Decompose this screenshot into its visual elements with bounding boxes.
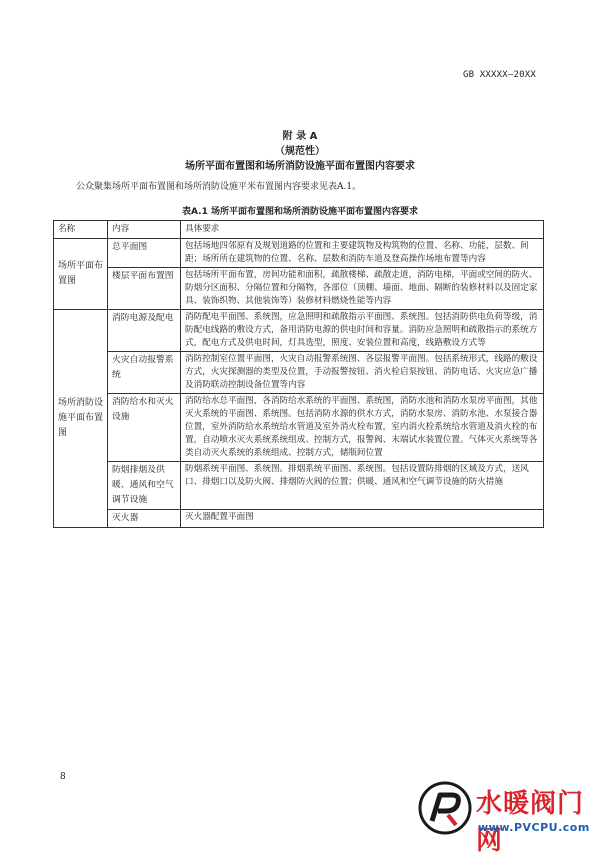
header-name: 名称 <box>54 221 108 239</box>
table-row <box>54 352 544 394</box>
appendix-title: 附 录 A <box>282 131 318 142</box>
item-cell: 防烟排烟及供暖、通风和空气调节设施 <box>108 462 181 510</box>
detail-cell: 消防控制室位置平面图，火灾自动报警系统图、各层报警平面图。包括系统形式，线路的敷设方式，火灾探测器的类型及位置，手动报警按钮、消火栓启泵按钮、消防电话、火灾应急广播及消防联动控制设备位置等内容 <box>181 352 544 394</box>
category-cell: 场所平面布置图 <box>54 239 108 310</box>
table-row <box>54 239 544 268</box>
standard-code: GB XXXXX—20XX <box>462 70 536 80</box>
detail-cell: 消防给水总平面图，各消防给水系统的平面图、系统图，消防水池和消防水泵房平面图，其他灭火系统的平面图、系统图。包括消防水源的供水方式，消防水泵房、消防水池、水泵接合器位置，室外消防给水系统给水管道及室外消火栓布置，室内消火栓系统给水管道及消火栓的布置，自动喷水灭火系统系统组成、控制方式，报警阀、末端试水装置位置。气体灭火系统等各类自动灭火系统的系统组成、控制方式，储瓶间位置 <box>181 394 544 462</box>
requirements-table <box>53 220 544 528</box>
detail-cell: 防烟系统平面图、系统图。排烟系统平面图、系统图。包括设置防排烟的区域及方式，送风口、排烟口以及防火阀、排烟防火阀的位置；供暖、通风和空气调节设施的防火措施 <box>181 462 544 510</box>
item-cell: 总平面图 <box>108 239 181 268</box>
detail-cell: 包括场地四邻原有及规划道路的位置和主要建筑物及构筑物的位置、名称、功能，层数、间距；场所所在建筑物的位置、名称、层数和消防车道及登高操作场地布置等内容 <box>181 239 544 268</box>
pipe-logo-icon <box>418 781 472 835</box>
table-header-row <box>54 221 544 239</box>
site-watermark <box>412 777 596 856</box>
page-number: 8 <box>60 772 66 782</box>
header-requirements: 具体要求 <box>181 221 544 239</box>
item-cell: 楼层平面布置图 <box>108 268 181 310</box>
table-row <box>54 462 544 510</box>
detail-cell: 消防配电平面图、系统图，应急照明和疏散指示平面图、系统图。包括消防供电负荷等级，消防配电线路的敷设方式，备用消防电源的供电时间和容量。消防应急照明和疏散指示的系统方式，配电方式及供电时间，灯具选型，照度、安装位置和高度，线路敷设方式等 <box>181 310 544 352</box>
header-content: 内容 <box>108 221 181 239</box>
intro-paragraph: 公众聚集场所平面布置图和场所消防设施平米布置图内容要求见表A.1。 <box>76 182 362 192</box>
appendix-normative: （规范性） <box>275 146 325 157</box>
item-cell: 灭火器 <box>108 510 181 528</box>
watermark-site-url: www.PVCPU.com <box>478 821 590 834</box>
table-row <box>54 394 544 462</box>
table-row <box>54 268 544 310</box>
table-caption: 表A.1 场所平面布置图和场所消防设施平面布置图内容要求 <box>182 207 418 217</box>
item-cell: 消防电源及配电 <box>108 310 181 352</box>
appendix-heading: 场所平面布置图和场所消防设施平面布置图内容要求 <box>185 161 415 172</box>
detail-cell: 灭火器配置平面图 <box>181 510 544 528</box>
item-cell: 消防给水和灭火设施 <box>108 394 181 462</box>
watermark-site-name: 水暖阀门网 <box>476 789 585 856</box>
table-row <box>54 310 544 352</box>
table-row <box>54 510 544 528</box>
detail-cell: 包括场所平面布置，房间功能和面积，疏散楼梯、疏散走道，消防电梯，平面或空间的防火、防烟分区面积、分隔位置和分隔物，各部位（顶棚、墙面、地面、隔断的装修材料以及固定家具、装饰织物、其他装饰等）装修材料燃烧性能等内容 <box>181 268 544 310</box>
category-cell: 场所消防设施平面布置图 <box>54 310 108 528</box>
item-cell: 火灾自动报警系统 <box>108 352 181 394</box>
